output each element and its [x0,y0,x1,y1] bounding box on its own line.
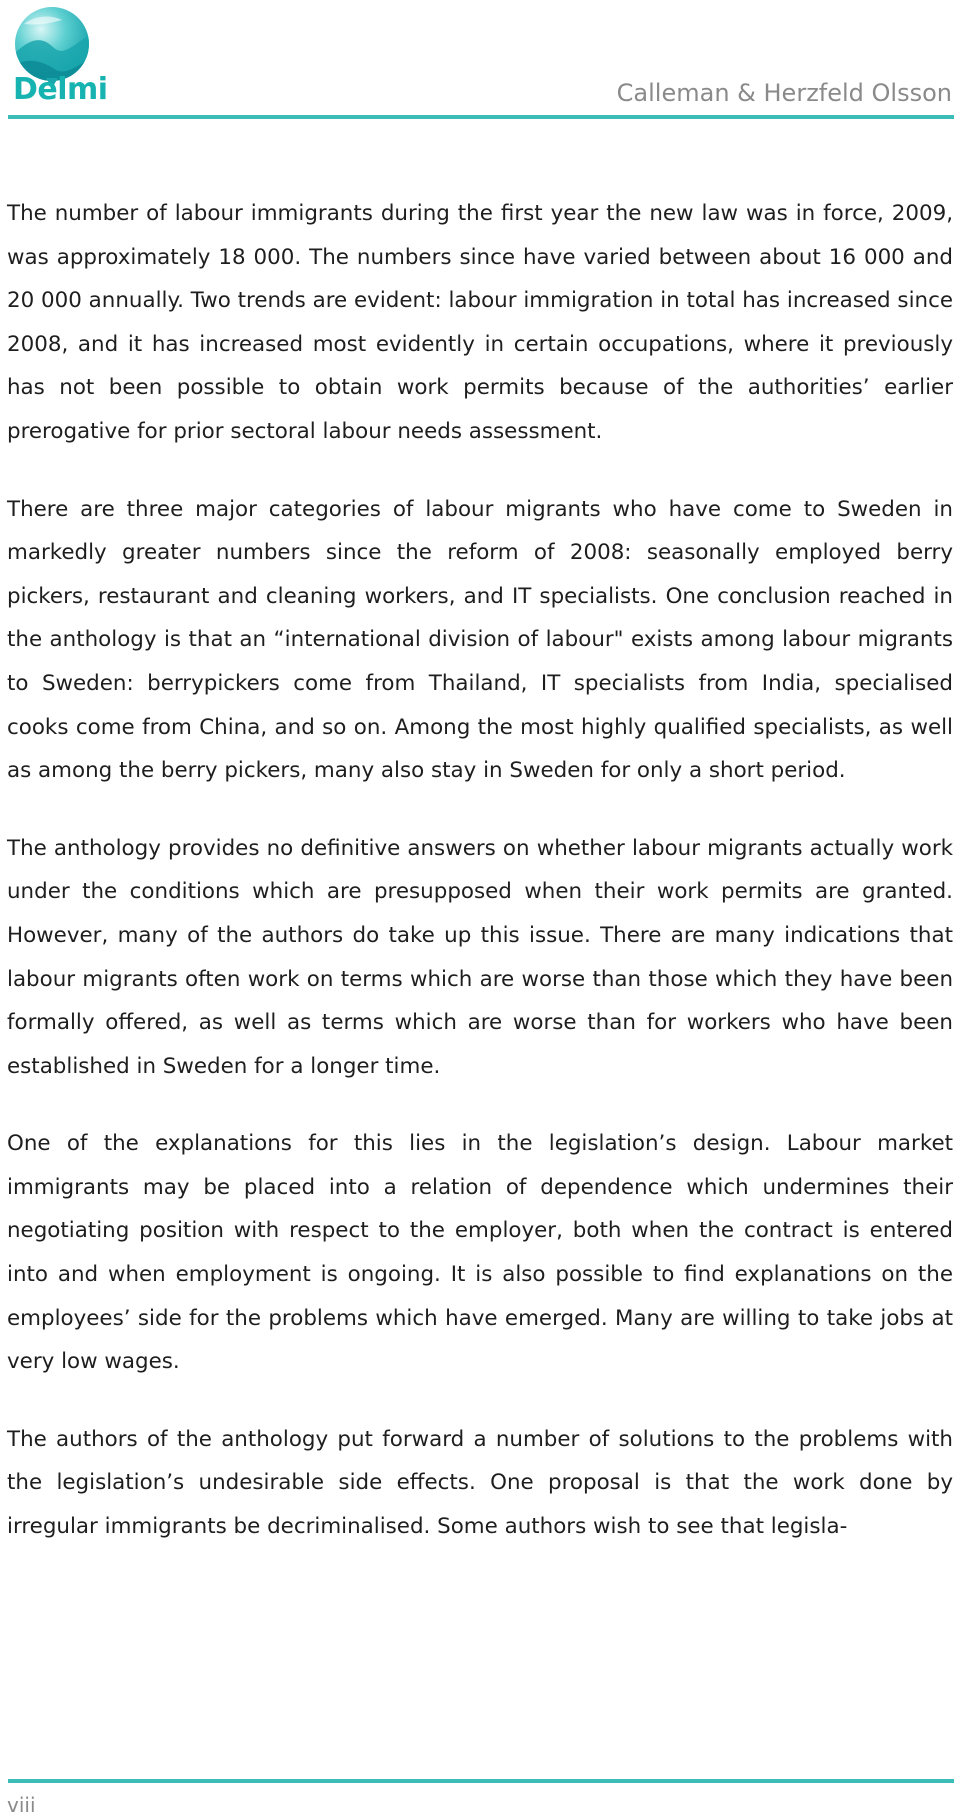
paragraph: The number of labour immigrants during the first year the new law was in force, 2009, was approximately 18 000. The numbers since have varied between about 16 000 and 20 000 annually. Two trends are evident: labour immigration in total has increased since 2008, and it has increased most evidently in certain occupations, where it previously has not been possible to obtain work permits because of the authorities’ earlier prerogative for prior sectoral labour needs assessment. [7,201,953,444]
paragraph: The authors of the anthology put forward a number of solutions to the problems with the legislation’s undesirable side effects. One proposal is that the work done by irregular immigrants be decriminalised. Some authors wish to see that legisla- [7,1426,953,1540]
page-number: viii [7,1793,36,1817]
paragraph: The anthology provides no definitive answers on whether labour migrants actually work under the conditions which are presupposed when their work permits are granted. However, many of the authors do take up this issue. There are many indications that labour migrants often work on terms which are worse than those which they have been formally offered, as well as terms which are worse than for workers who have been established in Sweden for a longer time. [7,835,953,1079]
logo-wordmark: Delmi [13,72,108,107]
page-header [0,0,960,122]
paragraph: There are three major categories of labour migrants who have come to Sweden in markedly greater numbers since the reform of 2008: seasonally employed berry pickers, restaurant and cleaning workers, and IT specialists. One conclusion reached in the anthology is that an “international division of labour" exists among labour migrants to Sweden: berrypickers come from Thailand, IT specialists from India, specialised cooks come from China, and so on. Among the most highly qualified specialists, as well as among the berry pickers, many also stay in Sweden for only a short period. [7,496,953,784]
footer-rule [8,1779,954,1783]
body-text [7,192,953,1583]
running-head: Calleman & Herzfeld Olsson [616,79,952,107]
header-rule [8,115,954,119]
paragraph: One of the explanations for this lies in the legislation’s design. Labour market immigrants may be placed into a relation of dependence which undermines their negotiating position with respect to the employer, both when the contract is entered into and when employment is ongoing. It is also possible to find explanations on the employees’ side for the problems which have emerged. Many are willing to take jobs at very low wages. [7,1131,953,1375]
